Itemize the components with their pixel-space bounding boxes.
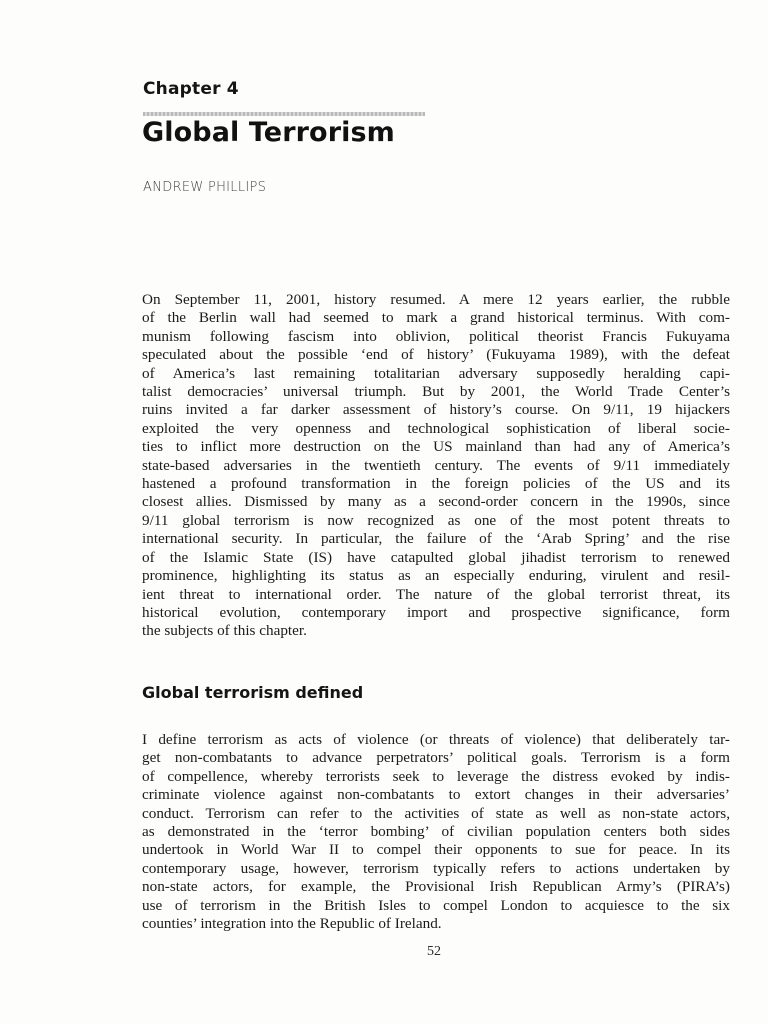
intro-line: prominence, highlighting its status as an especially enduring, virulent and resil- <box>142 567 730 585</box>
intro-line: of the Berlin wall had seemed to mark a grand historical terminus. With com- <box>142 309 730 327</box>
section-paragraph <box>142 731 730 933</box>
section-line: contemporary usage, however, terrorism typically refers to actions undertaken by <box>142 859 730 877</box>
intro-paragraph <box>142 291 730 641</box>
section-line: non-state actors, for example, the Provisional Irish Republican Army’s (PIRA’s) <box>142 878 730 896</box>
intro-line: 9/11 global terrorism is now recognized as one of the most potent threats to <box>142 511 730 529</box>
intro-line: speculated about the possible ‘end of history’ (Fukuyama 1989), with the defeat <box>142 346 730 364</box>
intro-line: closest allies. Dismissed by many as a second-order concern in the 1990s, since <box>142 493 730 511</box>
intro-line: ient threat to international order. The nature of the global terrorist threat, its <box>142 585 730 603</box>
intro-line: ruins invited a far darker assessment of history’s course. On 9/11, 19 hijackers <box>142 401 730 419</box>
intro-line: talist democracies’ universal triumph. But by 2001, the World Trade Center’s <box>142 383 730 401</box>
section-heading: Global terrorism defined <box>142 683 364 702</box>
intro-line: of America’s last remaining totalitarian adversary supposedly heralding capi- <box>142 364 730 382</box>
intro-line: On September 11, 2001, history resumed. A mere 12 years earlier, the rubble <box>142 291 730 308</box>
chapter-title: Global Terrorism <box>142 117 395 148</box>
intro-line: the subjects of this chapter. <box>142 622 307 640</box>
section-line: counties’ integration into the Republic of Ireland. <box>142 915 442 933</box>
section-line: undertook in World War II to compel their opponents to sue for peace. In its <box>142 841 730 859</box>
intro-line: historical evolution, contemporary import and prospective significance, form <box>142 603 730 621</box>
section-line: I define terrorism as acts of violence (or threats of violence) that deliberately tar- <box>142 731 730 748</box>
intro-line: exploited the very openness and technological sophistication of liberal socie- <box>142 419 730 437</box>
section-line: criminate violence against non-combatants to extort changes in their adversaries’ <box>142 786 730 804</box>
chapter-rule <box>143 112 425 116</box>
page-number: 52 <box>427 944 441 959</box>
intro-line: hastened a profound transformation in the foreign policies of the US and its <box>142 475 730 493</box>
section-line: use of terrorism in the British Isles to compel London to acquiesce to the six <box>142 896 730 914</box>
section-line: as demonstrated in the ‘terror bombing’ of civilian population centers both sides <box>142 823 730 841</box>
intro-line: international security. In particular, the failure of the ‘Arab Spring’ and the rise <box>142 530 730 548</box>
intro-line: ties to inflict more destruction on the US mainland than had any of America’s <box>142 438 730 456</box>
intro-line: state-based adversaries in the twentieth century. The events of 9/11 immediately <box>142 456 730 474</box>
intro-line: munism following fascism into oblivion, political theorist Francis Fukuyama <box>142 327 730 345</box>
author-name: ANDREW PHILLIPS <box>143 180 267 195</box>
chapter-label: Chapter 4 <box>143 79 239 99</box>
section-line: conduct. Terrorism can refer to the activities of state as well as non-state actors, <box>142 804 730 822</box>
intro-line: of the Islamic State (IS) have catapulted global jihadist terrorism to renewed <box>142 548 730 566</box>
section-line: of compellence, whereby terrorists seek to leverage the distress evoked by indis- <box>142 767 730 785</box>
section-line: get non-combatants to advance perpetrators’ political goals. Terrorism is a form <box>142 749 730 767</box>
